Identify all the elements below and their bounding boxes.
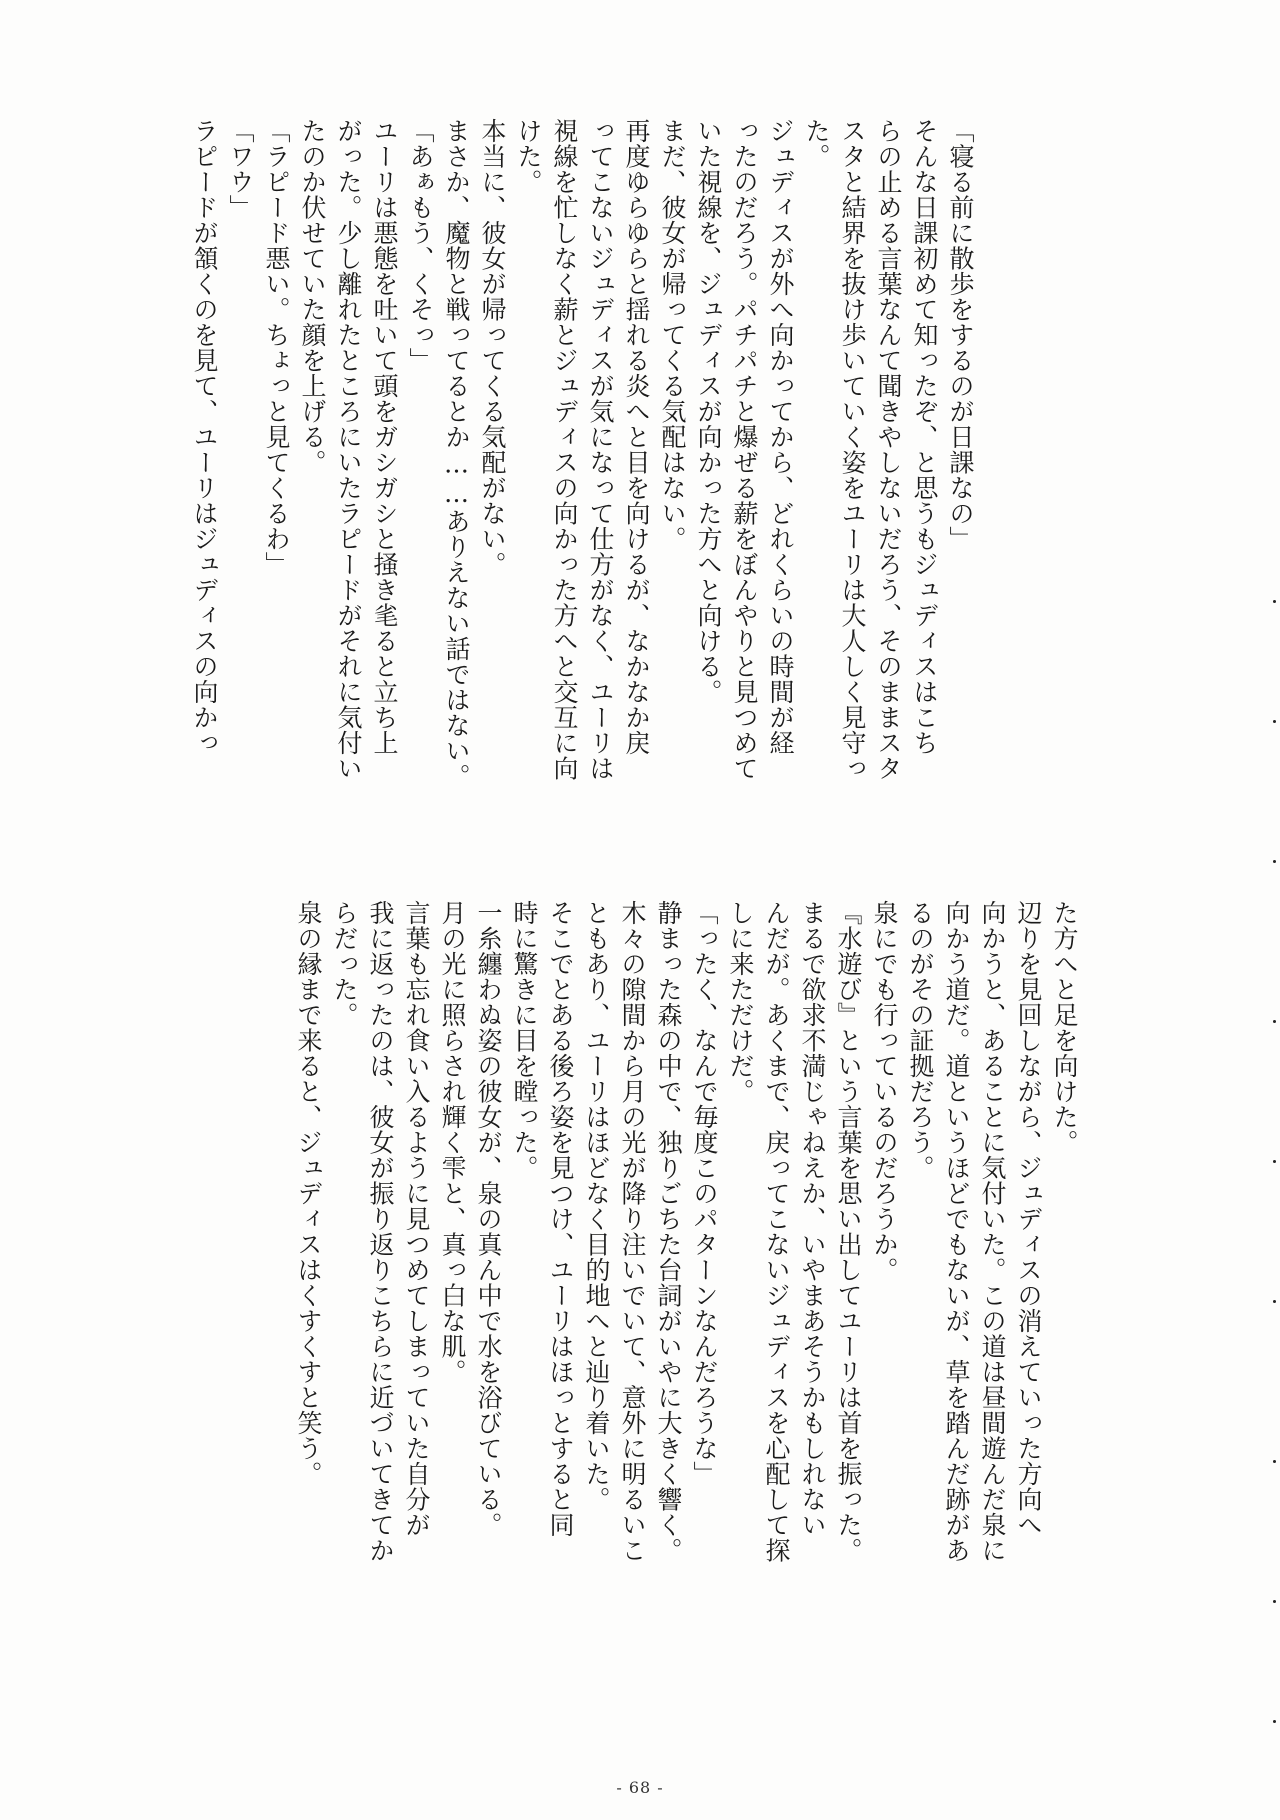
text-column: 再度ゆらゆらと揺れる炎へと目を向けるが、なかなか戻 (622, 118, 651, 756)
text-column: 木々の隙間から月の光が降り注いでいて、意外に明るいこ (618, 900, 647, 1563)
text-column: 向かうと、あることに気付いた。この道は昼間遊んだ泉に (978, 900, 1007, 1563)
text-column: ってこないジュディスが気になって仕方がなく、ユーリは (586, 118, 615, 781)
scan-dot (1273, 1160, 1276, 1163)
top-text-block (190, 118, 978, 858)
scan-dot (1273, 600, 1276, 603)
text-column: 本当に、彼女が帰ってくる気配がない。 (478, 118, 507, 577)
text-column: ユーリは悪態を吐いて頭をガシガシと掻き毟ると立ち上 (370, 118, 399, 756)
text-column: ったのだろう。パチパチと爆ぜる薪をぼんやりと見つめて (730, 118, 759, 781)
text-column: まさか、魔物と戦ってるとか……ありえない話ではない。 (442, 118, 471, 789)
text-column: まだ、彼女が帰ってくる気配はない。 (658, 118, 687, 552)
text-column: 我に返ったのは、彼女が振り返りこちらに近づいてきてか (366, 900, 395, 1563)
text-column: 「あぁもう、くそっ」 (406, 118, 435, 373)
text-column: 言葉も忘れ食い入るように見つめてしまっていた自分が (402, 900, 431, 1538)
text-column: 視線を忙しなく薪とジュディスの向かった方へと交互に向 (550, 118, 579, 781)
text-column: けた。 (514, 118, 543, 195)
text-column: 「ワウ」 (226, 118, 255, 220)
text-column: 「寝る前に散歩をするのが日課なの」 (946, 118, 975, 552)
text-column: るのがその証拠だろう。 (906, 900, 935, 1181)
text-column: らだった。 (330, 900, 359, 1028)
scan-dot (1273, 1720, 1276, 1723)
scan-dot (1273, 1600, 1276, 1603)
text-column: らの止める言葉なんて聞きやしないだろう、そのままスタ (874, 118, 903, 781)
text-column: そんな日課初めて知ったぞ、と思うもジュディスはこち (910, 118, 939, 756)
text-column: ジュディスが外へ向かってから、どれくらいの時間が経 (766, 118, 795, 756)
text-column: しに来ただけだ。 (726, 900, 755, 1104)
text-column: 『水遊び』という言葉を思い出してユーリは首を振った。 (834, 900, 863, 1563)
text-column: 「ったく、なんで毎度このパターンなんだろうな」 (690, 900, 719, 1487)
scan-dot (1273, 1300, 1276, 1303)
text-column: 「ラピード悪い。ちょっと見てくるわ」 (262, 118, 291, 577)
scan-edge-marks (1272, 600, 1276, 1800)
page-number: - 68 - (616, 1778, 664, 1797)
text-column: たのか伏せていた顔を上げる。 (298, 118, 327, 475)
scan-dot (1273, 1020, 1276, 1023)
text-column: 静まった森の中で、独りごちた台詞がいやに大きく響く。 (654, 900, 683, 1563)
text-column: いた視線を、ジュディスが向かった方へと向ける。 (694, 118, 723, 705)
text-column: がった。少し離れたところにいたラピードがそれに気付い (334, 118, 363, 781)
scan-dot (1273, 860, 1276, 863)
text-column: 辺りを見回しながら、ジュディスの消えていった方向へ (1014, 900, 1043, 1538)
bottom-text-block (294, 900, 1082, 1563)
scan-dot (1273, 720, 1276, 723)
text-column: スタと結界を抜け歩いていく姿をユーリは大人しく見守っ (838, 118, 867, 781)
text-column: 泉にでも行っているのだろうか。 (870, 900, 899, 1283)
text-column: 向かう道だ。道というほどでもないが、草を踏んだ跡があ (942, 900, 971, 1563)
text-column: まるで欲求不満じゃねえか、いやまあそうかもしれない (798, 900, 827, 1538)
text-column: 泉の縁まで来ると、ジュディスはくすくすと笑う。 (294, 900, 323, 1487)
text-column: ともあり、ユーリはほどなく目的地へと辿り着いた。 (582, 900, 611, 1512)
text-column: そこでとある後ろ姿を見つけ、ユーリはほっとすると同 (546, 900, 575, 1538)
scan-dot (1273, 1460, 1276, 1463)
text-column: た。 (802, 118, 831, 169)
text-column: 時に驚きに目を瞠った。 (510, 900, 539, 1181)
text-column: 月の光に照らされ輝く雫と、真っ白な肌。 (438, 900, 467, 1385)
text-column: 一糸纏わぬ姿の彼女が、泉の真ん中で水を浴びている。 (474, 900, 503, 1538)
text-column: た方へと足を向けた。 (1050, 900, 1079, 1155)
text-column: んだが。あくまで、戻ってこないジュディスを心配して探 (762, 900, 791, 1563)
text-column: ラピードが頷くのを見て、ユーリはジュディスの向かっ (190, 118, 219, 756)
